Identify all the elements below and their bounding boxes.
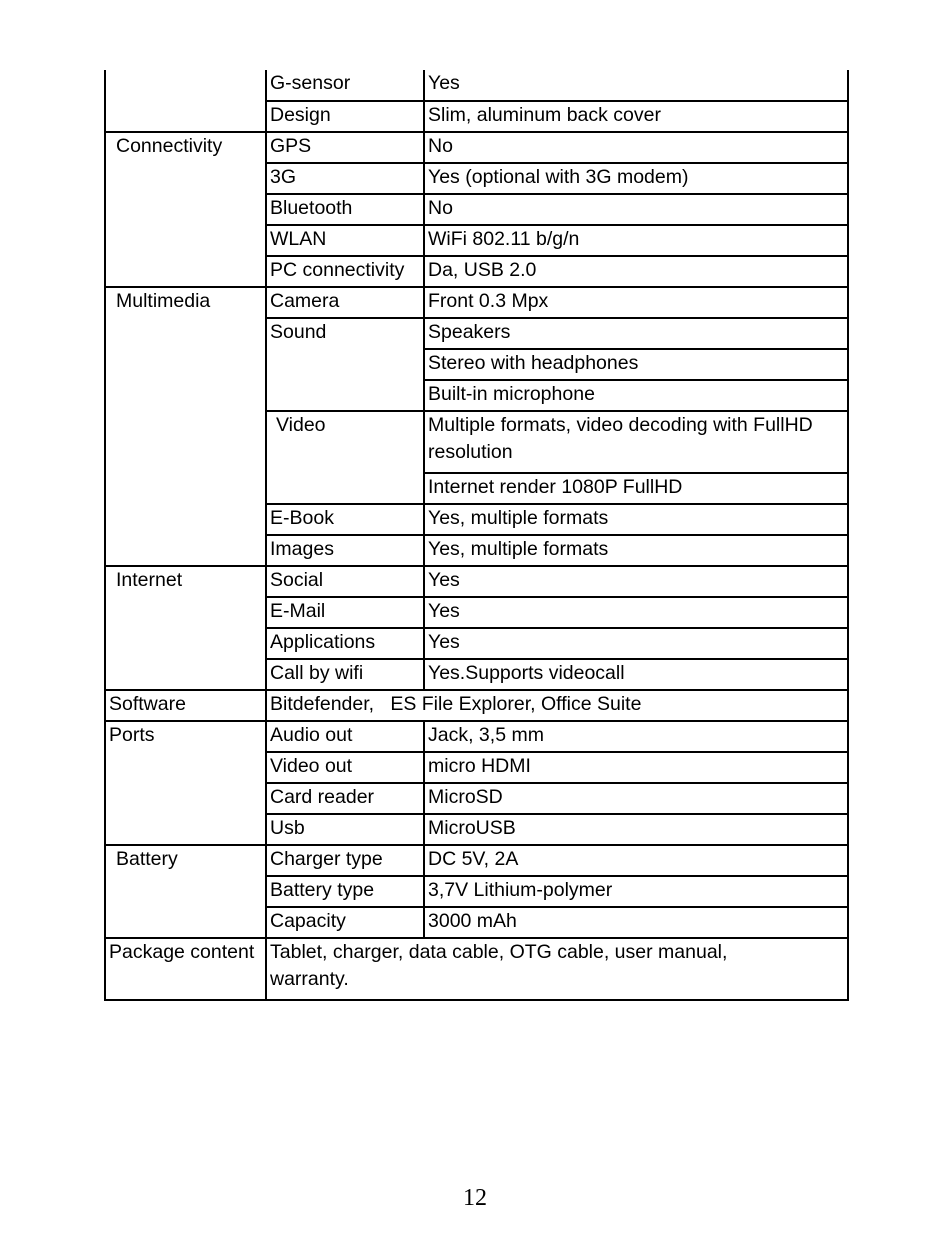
feature-cell: Card reader bbox=[266, 783, 424, 814]
value-cell: Yes bbox=[424, 70, 848, 101]
feature-cell: Sound bbox=[266, 318, 424, 411]
feature-cell: Images bbox=[266, 535, 424, 566]
value-cell: Slim, aluminum back cover bbox=[424, 101, 848, 132]
feature-cell: Video bbox=[266, 411, 424, 504]
category-cell: Internet bbox=[105, 566, 266, 690]
feature-cell: E-Book bbox=[266, 504, 424, 535]
value-cell: DC 5V, 2A bbox=[424, 845, 848, 876]
feature-cell: Video out bbox=[266, 752, 424, 783]
value-cell: Yes, multiple formats bbox=[424, 504, 848, 535]
category-cell: Multimedia bbox=[105, 287, 266, 566]
feature-cell: Camera bbox=[266, 287, 424, 318]
value-cell: Yes.Supports videocall bbox=[424, 659, 848, 690]
feature-cell: 3G bbox=[266, 163, 424, 194]
value-cell: micro HDMI bbox=[424, 752, 848, 783]
feature-cell: Applications bbox=[266, 628, 424, 659]
feature-cell: Social bbox=[266, 566, 424, 597]
value-cell: No bbox=[424, 132, 848, 163]
category-cell: Connectivity bbox=[105, 132, 266, 287]
value-cell: Stereo with headphones bbox=[424, 349, 848, 380]
value-cell: Yes, multiple formats bbox=[424, 535, 848, 566]
value-cell: Yes bbox=[424, 628, 848, 659]
value-cell: Tablet, charger, data cable, OTG cable, user manual, warranty. bbox=[266, 938, 848, 1000]
value-cell: 3,7V Lithium-polymer bbox=[424, 876, 848, 907]
value-cell: Yes bbox=[424, 597, 848, 628]
category-cell bbox=[105, 70, 266, 132]
value-cell: MicroUSB bbox=[424, 814, 848, 845]
value-cell: Front 0.3 Mpx bbox=[424, 287, 848, 318]
feature-cell: Bluetooth bbox=[266, 194, 424, 225]
feature-cell: Call by wifi bbox=[266, 659, 424, 690]
category-cell: Ports bbox=[105, 721, 266, 845]
value-cell: No bbox=[424, 194, 848, 225]
feature-cell: Capacity bbox=[266, 907, 424, 938]
specifications-table bbox=[104, 70, 849, 1001]
value-cell: Internet render 1080P FullHD bbox=[424, 473, 848, 504]
table-row bbox=[105, 566, 848, 597]
table-row bbox=[105, 721, 848, 752]
value-cell: Speakers bbox=[424, 318, 848, 349]
feature-cell: PC connectivity bbox=[266, 256, 424, 287]
category-cell: Package content bbox=[105, 938, 266, 1000]
value-cell: Bitdefender, ES File Explorer, Office Suite bbox=[266, 690, 848, 721]
feature-cell: Audio out bbox=[266, 721, 424, 752]
feature-cell: G-sensor bbox=[266, 70, 424, 101]
value-cell: Multiple formats, video decoding with FullHD resolution bbox=[424, 411, 848, 473]
category-cell: Software bbox=[105, 690, 266, 721]
table-row bbox=[105, 690, 848, 721]
feature-cell: Design bbox=[266, 101, 424, 132]
feature-cell: Usb bbox=[266, 814, 424, 845]
table-row bbox=[105, 70, 848, 101]
feature-cell: Battery type bbox=[266, 876, 424, 907]
table-row bbox=[105, 938, 848, 1000]
table-row bbox=[105, 287, 848, 318]
value-cell: Jack, 3,5 mm bbox=[424, 721, 848, 752]
value-cell: Da, USB 2.0 bbox=[424, 256, 848, 287]
value-cell: MicroSD bbox=[424, 783, 848, 814]
value-cell: 3000 mAh bbox=[424, 907, 848, 938]
page-number: 12 bbox=[463, 1185, 487, 1211]
category-cell: Battery bbox=[105, 845, 266, 938]
table-row bbox=[105, 132, 848, 163]
value-cell: Yes bbox=[424, 566, 848, 597]
value-cell: Built-in microphone bbox=[424, 380, 848, 411]
feature-cell: Charger type bbox=[266, 845, 424, 876]
table-row bbox=[105, 845, 848, 876]
feature-cell: GPS bbox=[266, 132, 424, 163]
feature-cell: E-Mail bbox=[266, 597, 424, 628]
feature-cell: WLAN bbox=[266, 225, 424, 256]
value-cell: WiFi 802.11 b/g/n bbox=[424, 225, 848, 256]
value-cell: Yes (optional with 3G modem) bbox=[424, 163, 848, 194]
